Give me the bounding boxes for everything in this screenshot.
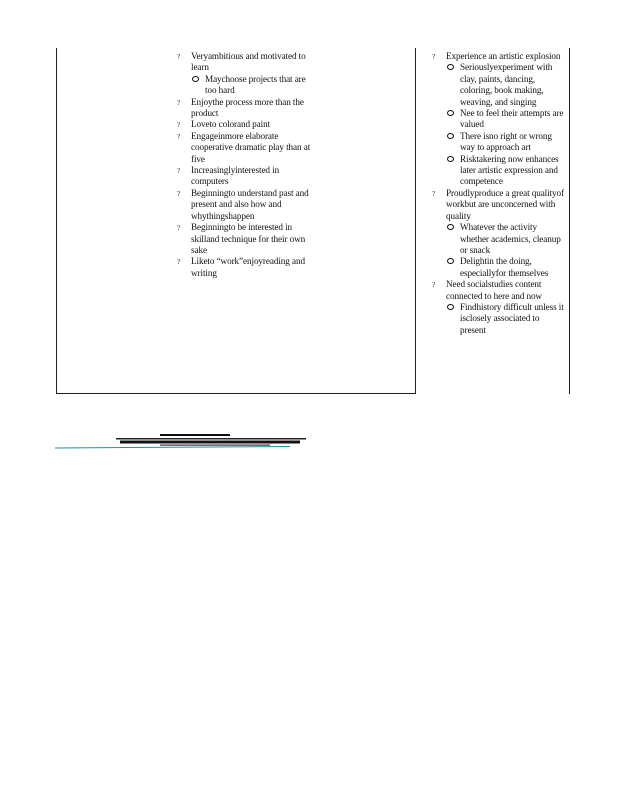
- bullet-text: Proudlyproduce a great qualityof workbut are unconcerned with quality: [446, 187, 564, 221]
- circle-bullet-icon: [447, 133, 454, 139]
- bullet-marker: ?: [177, 166, 181, 176]
- decorative-divider: [50, 430, 310, 452]
- milestones-column-right: [432, 51, 566, 336]
- table-border-left: [56, 48, 57, 394]
- circle-bullet-icon: [447, 258, 454, 264]
- bullet-marker: ?: [177, 52, 181, 61]
- bullet-item: [177, 97, 312, 120]
- table-border-bottom: [56, 393, 416, 394]
- sub-bullet-text: Seriouslyexperiment with clay, paints, dancing, coloring, book making, weaving, and singing: [460, 62, 553, 107]
- bullet-marker: ?: [177, 188, 181, 198]
- sub-bullet-text: Risktakering now enhances later artistic expression and competence: [460, 153, 559, 187]
- bullet-item: [177, 222, 312, 256]
- circle-bullet-icon: [192, 76, 199, 82]
- bullet-text: Enjoythe process more than the product: [191, 96, 304, 119]
- milestones-column-middle: [177, 51, 312, 279]
- sub-bullet-text: Delightin the doing, especiallyfor themselves: [460, 256, 549, 278]
- table-border-right: [569, 48, 570, 394]
- sub-bullet-item: [432, 154, 566, 188]
- bullet-text: Need socialstudies content connected to here and now: [446, 279, 542, 301]
- bullet-marker: ?: [432, 280, 436, 290]
- bullet-marker: ?: [177, 257, 181, 267]
- sub-bullet-item: [432, 256, 566, 279]
- circle-bullet-icon: [447, 304, 454, 310]
- bullet-text: Loveto colorand paint: [191, 119, 271, 130]
- bullet-item: [432, 51, 566, 62]
- sub-bullet-text: Findhistory difficult unless it isclosely associated to present: [460, 301, 564, 335]
- bullet-marker: ?: [177, 120, 181, 130]
- bullet-text: Beginningto understand past and present and also how and whythingshappen: [191, 187, 309, 221]
- bullet-item: [177, 165, 312, 188]
- bullet-text: Experience an artistic explosion: [446, 51, 561, 61]
- bullet-item: [177, 188, 312, 222]
- bullet-marker: ?: [177, 97, 181, 107]
- sub-bullet-item: [432, 302, 566, 336]
- circle-bullet-icon: [447, 110, 454, 116]
- bullet-text: Increasinglyinterested in computers: [191, 165, 280, 187]
- circle-bullet-icon: [447, 64, 454, 70]
- bullet-item: [177, 256, 312, 279]
- bullet-item: [177, 131, 312, 165]
- sub-bullet-item: [177, 74, 312, 97]
- sub-bullet-item: [432, 131, 566, 154]
- circle-bullet-icon: [447, 224, 454, 230]
- bullet-marker: ?: [177, 131, 181, 141]
- bullet-text: Beginningto be interested in skilland technique for their own sake: [191, 222, 306, 255]
- bullet-item: [177, 51, 312, 74]
- bullet-text: Veryambitious and motivated to learn: [191, 51, 306, 73]
- bullet-marker: ?: [177, 223, 181, 233]
- bullet-item: [432, 279, 566, 302]
- bullet-text: Engageinmore elaborate cooperative dramatic play than at five: [191, 130, 311, 164]
- sub-bullet-text: There isno right or wrong way to approach art: [460, 130, 552, 153]
- sub-bullet-item: [432, 108, 566, 131]
- bullet-item: [177, 119, 312, 130]
- table-border-middle: [415, 48, 416, 394]
- sub-bullet-text: Maychoose projects that are too hard: [205, 73, 306, 96]
- bullet-marker: ?: [432, 52, 436, 61]
- sub-bullet-item: [432, 222, 566, 256]
- sub-bullet-text: Nee to feel their attempts are valued: [460, 108, 564, 130]
- circle-bullet-icon: [447, 156, 454, 162]
- bullet-item: [432, 188, 566, 222]
- sub-bullet-text: Whatever the activity whether academics, cleanup or snack: [460, 222, 561, 255]
- sub-bullet-item: [432, 62, 566, 108]
- bullet-text: Liketo “work”enjoyreading and writing: [191, 256, 305, 278]
- bullet-marker: ?: [432, 188, 436, 198]
